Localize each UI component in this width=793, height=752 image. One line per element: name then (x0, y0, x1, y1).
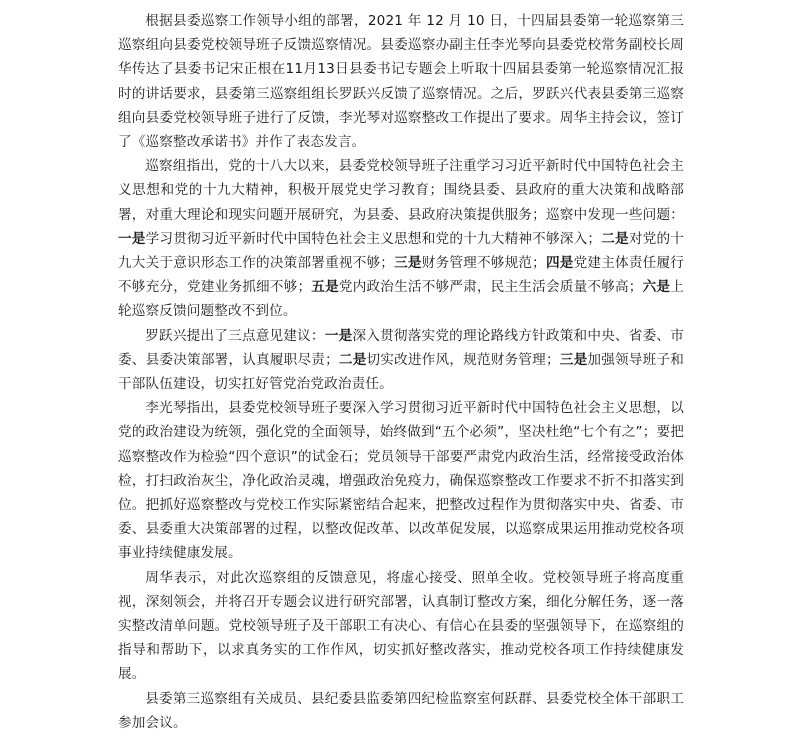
article-body (118, 9, 684, 735)
emphasis-text: 三是 (559, 351, 588, 368)
emphasis-text: 三是 (394, 255, 422, 272)
emphasis-text: 一是 (118, 230, 146, 247)
emphasis-text: 一是 (324, 327, 353, 344)
text-run: 罗跃兴提出了三点意见建议： (145, 327, 325, 344)
text-run: 上轮巡察反馈问题整改不到位。 (118, 279, 684, 320)
paragraph (118, 687, 684, 735)
emphasis-text: 六是 (642, 279, 671, 296)
text-run: 根据县委巡察工作领导小组的部署，2021 年 12 月 10 日，十四届县委第一轮巡察第三巡察组向县委党校领导班子反馈巡察情况。县委巡察办副主任李光琴向县委党校常务副校长周华传达了县委书记宋正根在11月13日县委书记专题会上听取十四届县委第一轮巡察情况汇报时的讲话要求，县委第三巡察组组长罗跃兴反馈了巡察情况。之后，罗跃兴代表县委第三巡察组向县委党校领导班子进行了反馈，李光琴对巡察整改工作提出了要求。周华主持会议，签订了《巡察整改承诺书》并作了表态发言。 (118, 13, 684, 151)
text-run: 对党的十九大关于意识形态工作的决策部署重视不够； (118, 230, 684, 272)
text-run: 李光琴指出，县委党校领导班子要深入学习贯彻习近平新时代中国特色社会主义思想，以党的政治建设为统领，强化党的全面领导，始终做到“五个必须”，坚决杜绝“七个有之”；要把巡察整改作为检验“四个意识”的试金石；党员领导干部要严肃党内政治生活，经常接受政治体检，打扫政治灰尘，净化政治灵魂，增强政治免疫力，确保巡察整改工作要求不折不扣落实到位。把抓好巡察整改与党校工作实际紧密结合起来，把整改过程作为贯彻落实中央、省委、市委、县委重大决策部署的过程，以整改促改革、以改革促发展，以巡察成果运用推动党校各项事业持续健康发展。 (118, 400, 684, 562)
text-run: 巡察组指出，党的十八大以来，县委党校领导班子注重学习习近平新时代中国特色社会主义思想和党的十九大精神，积极开展党史学习教育；围绕县委、县政府的重大决策和战略部署，对重大理论和现实问题开展研究，为县委、县政府决策提供服务；巡察中发现一些问题： (118, 158, 684, 223)
paragraph (118, 566, 684, 687)
emphasis-text: 五是 (311, 279, 339, 296)
text-run: 加强领导班子和干部队伍建设，切实扛好管党治党政治责任。 (118, 351, 684, 393)
text-run: 党建主体责任履行不够充分，党建业务抓细不够； (118, 255, 684, 296)
text-run: 财务管理不够规范； (421, 255, 546, 272)
paragraph (118, 324, 684, 397)
text-run: 学习贯彻习近平新时代中国特色社会主义思想和党的十九大精神不够深入； (145, 230, 602, 247)
paragraph (118, 9, 684, 154)
emphasis-text: 二是 (338, 351, 367, 368)
emphasis-text: 四是 (545, 255, 574, 272)
text-run: 切实改进作风，规范财务管理； (366, 351, 560, 368)
text-run: 县委第三巡察组有关成员、县纪委县监委第四纪检监察室何跃群、县委党校全体干部职工参加会议。 (118, 690, 684, 731)
text-run: 周华表示，对此次巡察组的反馈意见，将虚心接受、照单全收。党校领导班子将高度重视，深刻领会，并将召开专题会议进行研究部署，认真制订整改方案，细化分解任务，逐一落实整改清单问题。党校领导班子及干部职工有决心、有信心在县委的坚强领导下，在巡察组的指导和帮助下，以求真务实的工作作风，切实抓好整改落实，推动党校各项工作持续健康发展。 (118, 569, 684, 683)
paragraph (118, 396, 684, 565)
text-run: 深入贯彻落实党的理论路线方针政策和中央、省委、市委、县委决策部署，认真履职尽责； (118, 327, 684, 368)
paragraph (118, 154, 684, 323)
text-run: 党内政治生活不够严肃，民主生活会质量不够高； (338, 279, 643, 296)
emphasis-text: 二是 (601, 230, 629, 247)
